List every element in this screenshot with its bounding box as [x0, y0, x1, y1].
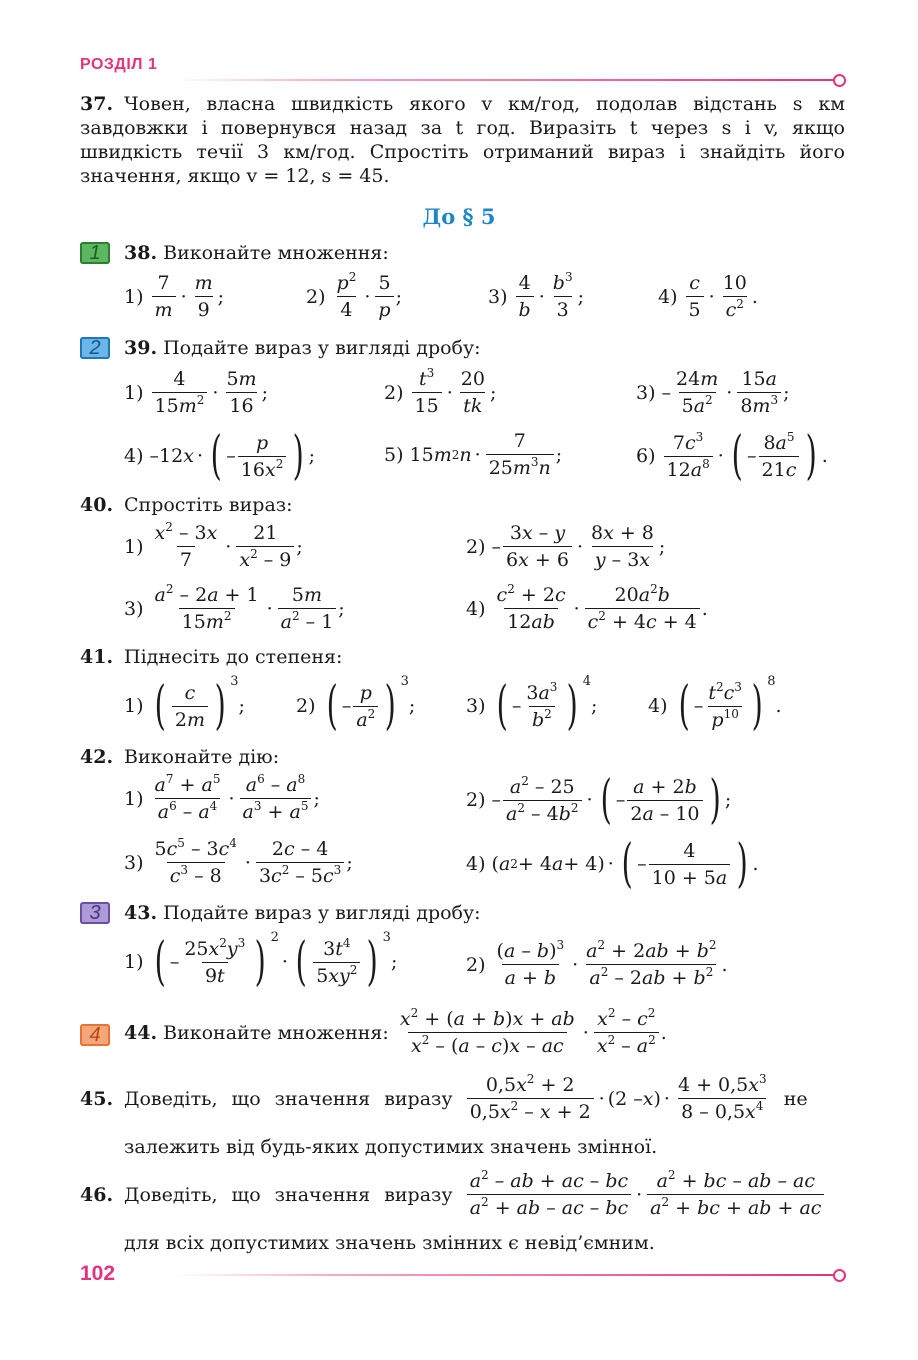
- level-1-badge: 1: [80, 242, 110, 264]
- task-46-line2: для всіх допустимих значень змінних є невід’ємним.: [124, 1232, 655, 1254]
- task-41-item-3: 3) ( – $\frac{3a^3}{b^2}$ ) 4 ;: [466, 674, 598, 736]
- task-41-item-1: 1) ( $\frac{c}{2m}$ ) 3 ;: [124, 674, 245, 736]
- footer-rule: [175, 1274, 835, 1276]
- task-42-title: 42. Виконайте дію:: [80, 746, 280, 768]
- task-number: 37.: [80, 93, 114, 115]
- task-39-item-5: 5) 15 m 2 n · $\frac{7}{25m^3n}$ ;: [384, 430, 563, 479]
- task-40-item-3: 3) $\frac{a^2 - 2a + 1}{15m^2}$ · $\frac{5m}{a^2 - 1}$ ;: [124, 582, 345, 633]
- task-43-item-2: 2) $\frac{(a - b)^3}{a + b}$ · $\frac{a^2 + 2ab + b^2}{a^2 - 2ab + b^2}$ .: [466, 938, 728, 989]
- task-40-title: 40. Спростіть вираз:: [80, 494, 293, 516]
- task-45-line2: залежить від будь-яких допустимих значень змінної.: [124, 1136, 658, 1158]
- task-40-item-1: 1) $\frac{x^2 - 3x}{7}$ · $\frac{21}{x^2 - 9}$ ;: [124, 520, 303, 571]
- task-46: 46. Доведіть, що значення виразу $\frac{a^2 - ab + ac - bc}{a^2 + ab - ac - bc}$ · $\frac{a^2 + bc - ab - ac}{a^2 + bc + ab + ac}$: [80, 1170, 845, 1219]
- task-42-item-1: 1) $\frac{a^7 + a^5}{a^6 - a^4}$ · $\frac{a^6 - a^8}{a^3 + a^5}$ ;: [124, 772, 320, 823]
- task-39-item-6: 6) $\frac{7c^3}{12a^8}$ · ( – $\frac{8a^5}{21c}$ ) .: [636, 426, 828, 486]
- task-38-title: 38. Виконайте множення:: [124, 242, 389, 264]
- task-41-title: 41. Піднесіть до степеня:: [80, 646, 343, 668]
- task-40-item-4: 4) $\frac{c^2 + 2c}{12ab}$ · $\frac{20a^2b}{c^2 + 4c + 4}$ .: [466, 582, 708, 633]
- task-41-item-2: 2) ( – $\frac{p}{a^2}$ ) 3 ;: [296, 674, 416, 736]
- level-2-badge: 2: [80, 337, 110, 359]
- task-38-item-2: 2) $\frac{p^2}{4}$ · $\frac{5}{p}$ ;: [306, 270, 402, 321]
- section-title: До § 5: [422, 204, 496, 229]
- task-39-item-3: 3) – $\frac{24m}{5a^2}$ · $\frac{15a}{8m^3}$ ;: [636, 368, 790, 417]
- task-39-item-1: 1) $\frac{4}{15m^2}$ · $\frac{5m}{16}$ ;: [124, 368, 268, 417]
- task-37: [80, 92, 845, 188]
- task-45: 45. Доведіть, що значення виразу $\frac{0,5x^2 + 2}{0,5x^2 - x + 2}$ · (2 – x ) · $\frac{4 + 0,5x^3}{8 - 0,5x^4}$ не: [80, 1072, 808, 1123]
- task-38-item-3: 3) $\frac{4}{b}$ · $\frac{b^3}{3}$ ;: [488, 270, 584, 321]
- task-38-item-1: 1) $\frac{7}{m}$ · $\frac{m}{9}$ ;: [124, 272, 225, 321]
- task-43-item-1: 1) ( – $\frac{25x^2y^3}{9t}$ ) 2 · ( $\frac{3t^4}{5xy^2}$ ) 3 ;: [124, 930, 398, 992]
- task-42-item-4: 4) ( a 2 + 4 a + 4) · ( – $\frac{4}{10 + 5a}$ ) .: [466, 834, 759, 894]
- level-3-badge: 3: [80, 902, 110, 924]
- section-label: РОЗДІЛ 1: [80, 56, 158, 73]
- task-text: Човен, власна швидкість якого v км/год, подолав відстань s км завдовжки і повернувся назад за t год. Виразіть t через s і v, якщо швидкість течії 3 км/год. Спростіть отриманий вираз і знайдіть його значення, якщо v = 12, s = 45.: [80, 93, 845, 187]
- header-rule: [175, 79, 835, 81]
- task-42-item-2: 2) – $\frac{a^2 - 25}{a^2 - 4b^2}$ · ( – $\frac{a + 2b}{2a - 10}$ ) ;: [466, 770, 732, 830]
- task-39-item-2: 2) $\frac{t^3}{15}$ · $\frac{20}{tk}$ ;: [384, 366, 497, 417]
- task-43-title: 43. Подайте вираз у вигляді дробу:: [124, 902, 481, 924]
- page-number: 102: [80, 1262, 116, 1285]
- task-41-item-4: 4) ( – $\frac{t^2c^3}{p^{10}}$ ) 8 .: [648, 674, 782, 736]
- task-44: 44. Виконайте множення: $\frac{x^2 + (a + b)x + ab}{x^2 - (a - c)x - ac}$ · $\frac{x^2 - c^2}{x^2 - a^2}$ .: [124, 1006, 667, 1057]
- task-42-item-3: 3) $\frac{5c^5 - 3c^4}{c^3 - 8}$ · $\frac{2c - 4}{3c^2 - 5c^3}$ ;: [124, 836, 353, 887]
- header-rule-end: [833, 74, 846, 87]
- task-39-title: 39. Подайте вираз у вигляді дробу:: [124, 337, 481, 359]
- task-38-item-4: 4) $\frac{c}{5}$ · $\frac{10}{c^2}$ .: [658, 272, 758, 321]
- level-4-badge: 4: [80, 1024, 110, 1046]
- task-40-item-2: 2) – $\frac{3x - y}{6x + 6}$ · $\frac{8x + 8}{y - 3x}$ ;: [466, 522, 666, 571]
- footer-rule-end: [833, 1269, 846, 1282]
- task-39-item-4: 4) –12 x · ( – $\frac{p}{16x^2}$ ) ;: [124, 426, 316, 486]
